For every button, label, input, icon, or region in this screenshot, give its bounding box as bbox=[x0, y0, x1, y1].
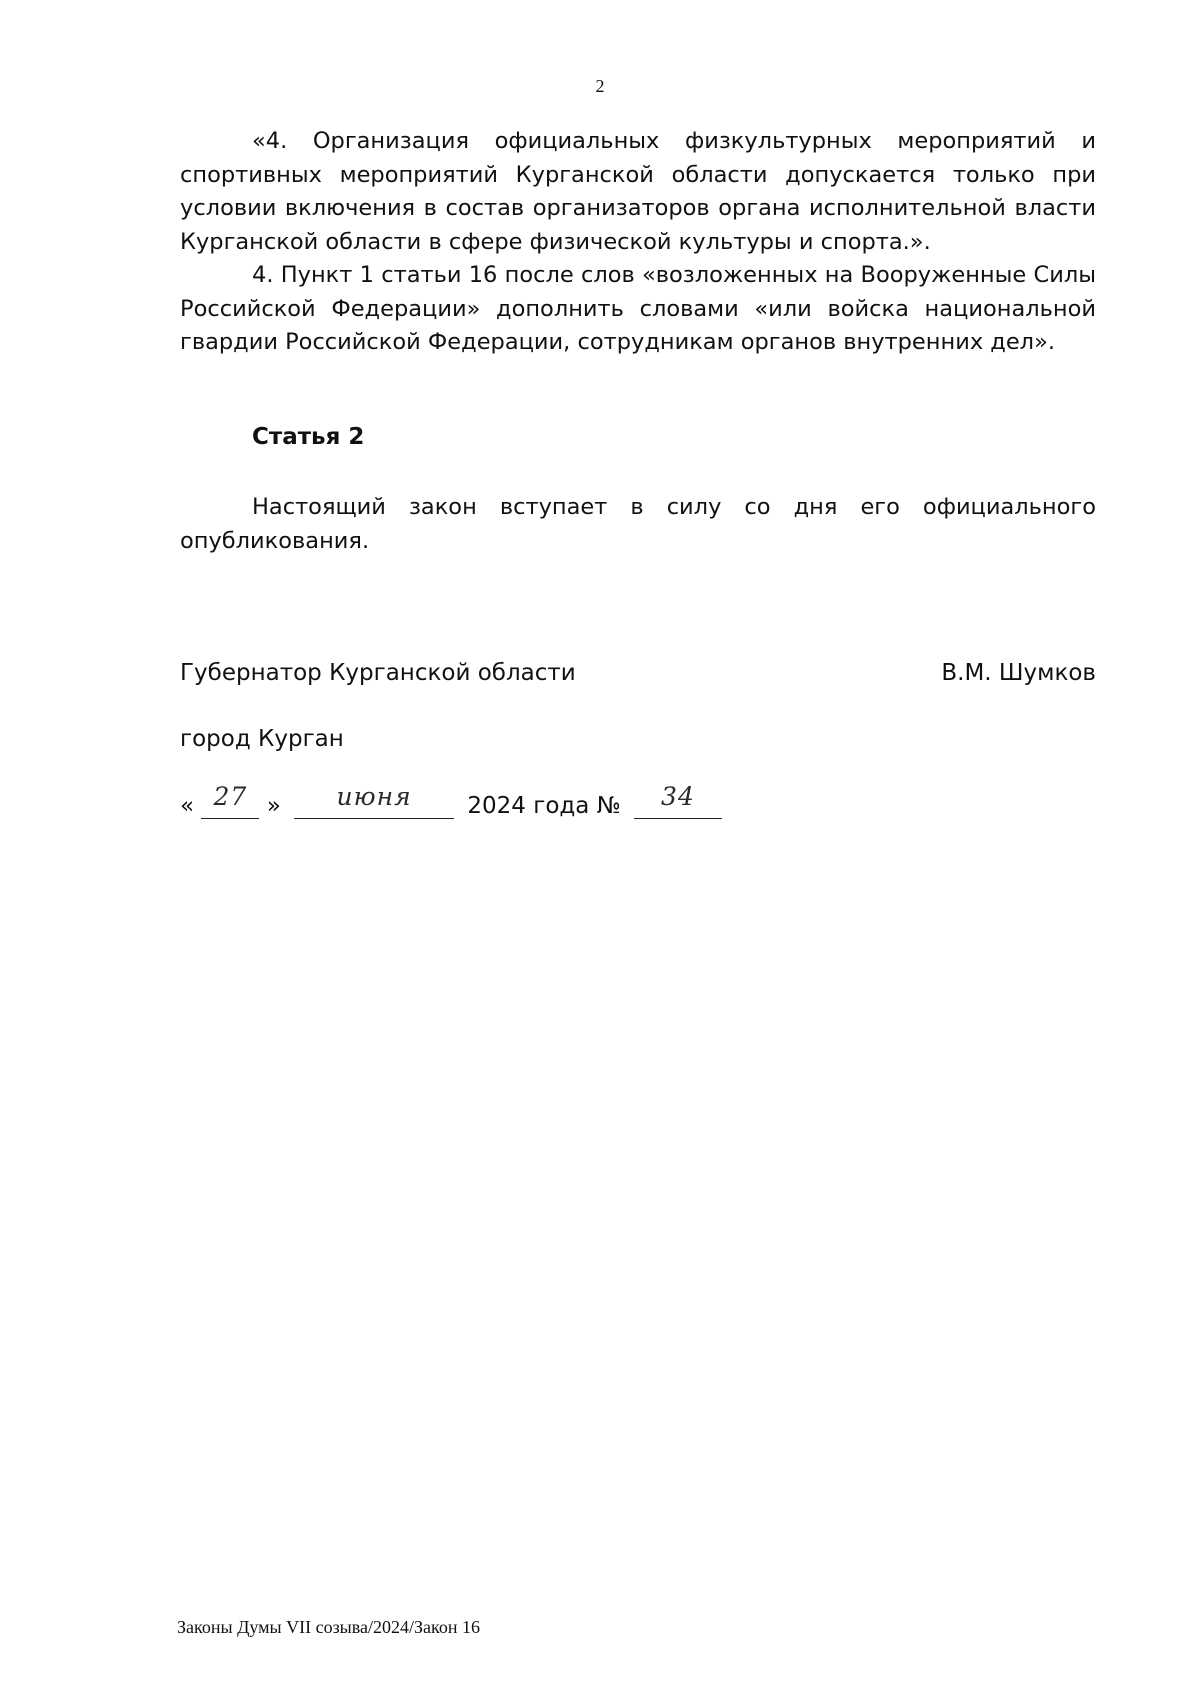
paragraph-amendment-article-16: 4. Пункт 1 статьи 16 после слов «возложенных на Вооруженные Силы Российской Федерации» дополнить словами «или войска национальной гвардии Российской Федерации, сотрудникам органов внутренних дел». bbox=[180, 262, 1096, 355]
law-number-handwritten: 34 bbox=[661, 782, 695, 811]
signature-block bbox=[180, 660, 1096, 686]
date-close-quote: » bbox=[266, 793, 281, 819]
date-month-field bbox=[294, 782, 454, 819]
law-number-field bbox=[634, 782, 722, 819]
city-line: город Курган bbox=[180, 726, 344, 752]
article-heading: Статья 2 bbox=[252, 424, 365, 450]
date-month-handwritten: июня bbox=[336, 782, 412, 811]
date-day-handwritten: 27 bbox=[213, 782, 248, 811]
date-year-text: 2024 года № bbox=[467, 793, 621, 819]
page-number: 2 bbox=[595, 76, 605, 96]
date-open-quote: « bbox=[180, 793, 195, 819]
paragraph-amendment-4: «4. Организация официальных физкультурных мероприятий и спортивных мероприятий Курганской области допускается только при условии включения в состав организаторов органа исполнительной власти Курганской области в сфере физической культуры и спорта.». bbox=[180, 128, 1096, 255]
document-footer: Законы Думы VII созыва/2024/Закон 16 bbox=[177, 1617, 480, 1637]
date-line bbox=[180, 782, 722, 819]
signatory-position: Губернатор Курганской области bbox=[180, 660, 576, 686]
date-day-field bbox=[201, 782, 259, 819]
signatory-name: В.М. Шумков bbox=[941, 660, 1096, 686]
paragraph-entry-into-force: Настоящий закон вступает в силу со дня его официального опубликования. bbox=[180, 494, 1096, 554]
